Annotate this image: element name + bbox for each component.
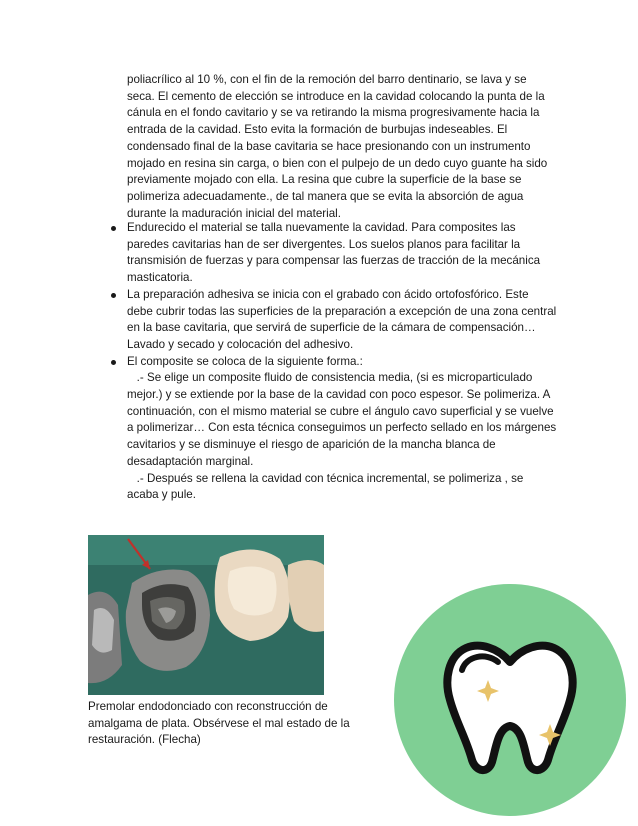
- bullet-subitem: .- Se elige un composite fluido de consistencia media, (si es microparticulado mejor.) y se extiende por la base de la cavidad con poco espesor. Se polimeriza. A continuación, con el mismo material se cubre el ángulo cavo superficial y se vuelve a polimerizar… Con esta técnica conseguimos un perfecto sellado en los márgenes cavitarios y se disminuye el riesgo de aparición de la mancha blanca de desadaptación marginal.: [127, 371, 560, 468]
- bullet-list: [127, 220, 560, 504]
- intro-paragraph: poliacrílico al 10 %, con el fin de la remoción del barro dentinario, se lava y se seca. El cemento de elección se introduce en la cavidad colocando la punta de la cánula en el fondo cavitario y se va retirando la misma progresivamente hacia la entrada de la cavidad. Esto evita la formación de burbujas indeseables. El condensado final de la base cavitaria se hace presionando con un instrumento mojado en resina sin carga, o bien con el pulpejo de un dedo cuyo guante ha sido previamente mojado con ella. La resina que cubre la superficie de la base se polimeriza adecuadamente., de tal manera que se evita la absorción de agua durante la maduración inicial del material.: [127, 73, 548, 220]
- bullet-dot: [111, 360, 116, 365]
- list-item: [127, 354, 560, 504]
- dental-photo: [88, 535, 324, 695]
- bullet-text: El composite se coloca de la siguiente forma.:: [127, 354, 363, 368]
- list-item: [127, 287, 557, 354]
- bullet-dot: [111, 226, 116, 231]
- bullet-text: Endurecido el material se talla nuevamente la cavidad. Para composites las paredes cavitarias han de ser divergentes. Los suelos planos para facilitar la transmisión de fuerzas y para compensar las fuerzas de tracción de la mecánica masticatoria.: [127, 221, 541, 285]
- bullet-subitem: .- Después se rellena la cavidad con técnica incremental, se polimeriza , se acaba y pule.: [127, 471, 527, 502]
- bullet-dot: [111, 293, 116, 298]
- list-item: [127, 220, 557, 287]
- photo-caption: Premolar endodonciado con reconstrucción de amalgama de plata. Obsérvese el mal estado de la restauración. (Flecha): [88, 700, 350, 747]
- bullet-text: La preparación adhesiva se inicia con el grabado con ácido ortofosfórico. Este debe cubrir todas las superficies de la preparación a excepción de una zona central en la base cavitaria, que servirá de superficie de la cámara de compensación… Lavado y secado y colocación del adhesivo.: [127, 287, 557, 351]
- tooth-badge: [394, 584, 626, 816]
